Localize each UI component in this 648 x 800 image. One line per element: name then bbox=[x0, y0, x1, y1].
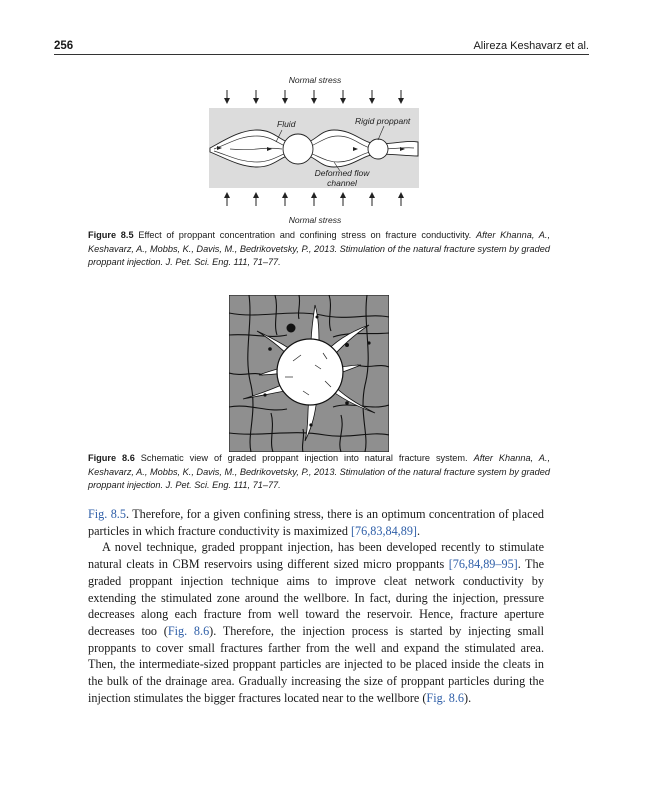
caption-citation: After Khanna, A., Keshavarz, A., Mobbs, K., Davis, M., Bedrikovetsky, P., 2013. Stimulation of the natural fracture system by graded proppant injection. J. Pet. Sci. Eng. 111, 71–77. bbox=[88, 453, 550, 490]
citation-link[interactable]: [76,84,89–95] bbox=[448, 557, 518, 572]
paragraph-text: ). bbox=[464, 690, 472, 705]
caption-label: Figure 8.6 bbox=[88, 453, 135, 463]
wellbore bbox=[277, 339, 343, 405]
label-fluid: Fluid bbox=[277, 119, 296, 129]
paragraph-text: A novel technique, graded proppant injection, has been developed recently to stimulate natural cleats in CBM reservoirs using different sized micro proppants bbox=[88, 540, 544, 572]
figure-8-5-caption bbox=[88, 229, 550, 270]
figure-link[interactable]: Fig. 8.5 bbox=[88, 507, 126, 521]
label-normal-stress-bottom: Normal stress bbox=[288, 215, 342, 225]
figure-link[interactable]: Fig. 8.6 bbox=[167, 623, 210, 638]
proppant-particle-2 bbox=[368, 139, 388, 159]
figure-link[interactable]: Fig. 8.6 bbox=[426, 690, 465, 705]
header-rule bbox=[54, 54, 589, 55]
paragraph-2 bbox=[88, 539, 544, 706]
citation-link[interactable]: [76,83,84,89] bbox=[350, 523, 417, 538]
label-deformed-flow: Deformed flow bbox=[314, 168, 370, 178]
figure-8-5-diagram bbox=[200, 70, 420, 226]
paragraph-text: . The graded proppant injection technique aims to improve cleat network conductivity by extending the stimulated zone around the wellbore. In fact, during the injection, pressure decreases along each fracture from well toward the reservoir. Hence, fracture aperture decreases too ( bbox=[88, 557, 545, 638]
label-rigid-proppant: Rigid proppant bbox=[355, 116, 411, 126]
caption-citation: After Khanna, A., Keshavarz, A., Mobbs, K., Davis, M., Bedrikovetsky, P., 2013. Stimulation of the natural fracture system by graded proppant injection. J. Pet. Sci. Eng. 111, 71–77. bbox=[88, 230, 550, 267]
figure-8-6-diagram bbox=[229, 295, 389, 452]
figure-8-6-caption bbox=[88, 452, 550, 493]
paragraph-1 bbox=[88, 506, 544, 539]
proppant-particle-1 bbox=[283, 134, 313, 164]
up-arrows bbox=[227, 195, 401, 206]
label-channel: channel bbox=[327, 178, 357, 188]
paragraph-text: ). Therefore, the injection process is started by injecting small proppants to cover small fractures farther from the well and expand the stimulated area. Then, the intermediate-sized proppant particles are injected to be placed inside the cleats in the bulk of the drainage area. Gradually increasing the size of proppant particles during the injection stimulates the bigger fractures located near to the wellbore ( bbox=[88, 623, 544, 705]
caption-main: Schematic view of graded proppant injection into natural fracture system. bbox=[140, 453, 468, 463]
page-number: 256 bbox=[54, 40, 74, 52]
paragraph-text: . bbox=[416, 523, 421, 538]
paragraph-text: . Therefore, for a given confining stress, there is an optimum concentration of placed particles in which fracture conductivity is maximized bbox=[88, 507, 544, 538]
label-normal-stress-top: Normal stress bbox=[288, 75, 342, 85]
down-arrows bbox=[227, 90, 401, 101]
caption-main: Effect of proppant concentration and confining stress on fracture conductivity. bbox=[138, 230, 472, 240]
caption-label: Figure 8.5 bbox=[88, 230, 134, 240]
body-text bbox=[88, 506, 544, 706]
running-head: Alireza Keshavarz et al. bbox=[473, 40, 589, 52]
